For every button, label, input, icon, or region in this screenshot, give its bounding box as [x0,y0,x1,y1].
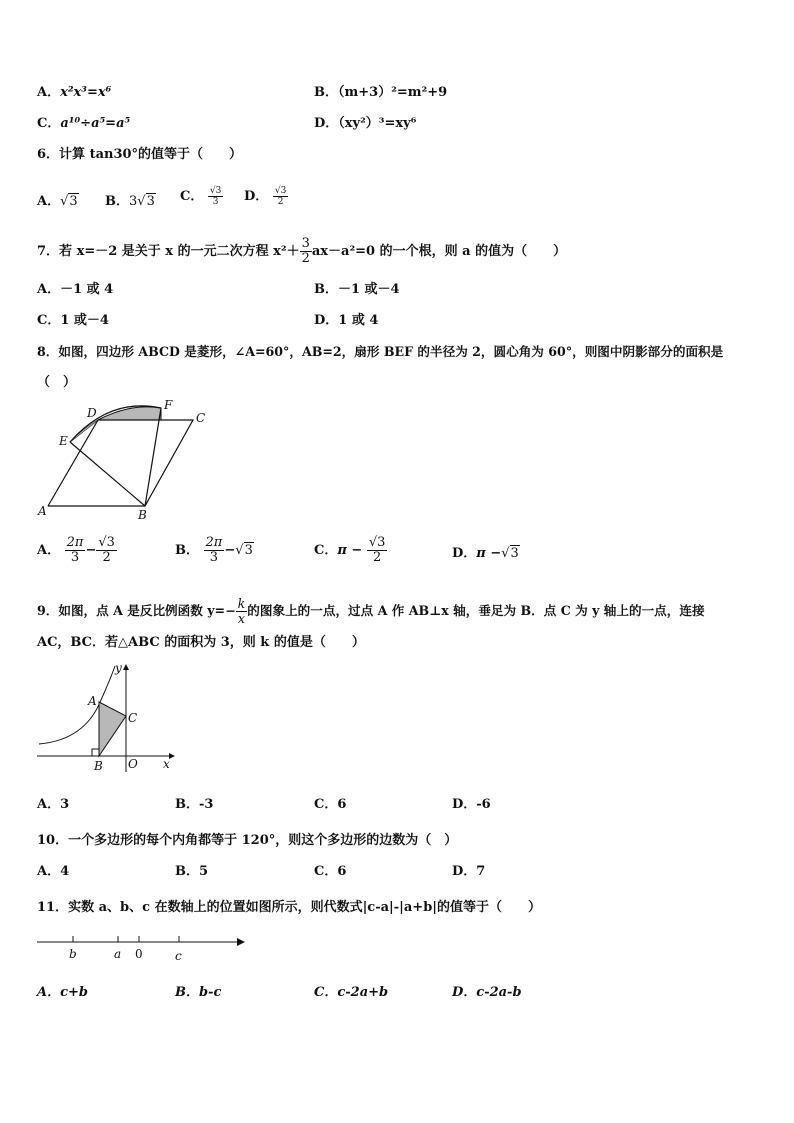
q11-label-b: b [69,947,77,961]
q7-stem: 7．若 x=－2 是关于 x 的一元二次方程 x²＋ $\frac{3}{2}$ ax－a²=0 的一个根，则 a 的值为（ ） [37,236,567,266]
q8-label-d: D [87,406,97,420]
q10-option-d: D．7 [452,864,486,879]
q8-option-d: D．π −√3 [452,546,519,561]
q11-option-c: C．c-2a+b [314,985,389,1000]
q11-label-a: a [114,947,122,961]
q8-stem-line2: （ ） [37,375,77,390]
q11-option-d: D．c-2a-b [452,985,522,1000]
q11-label-c: c [175,949,182,963]
q9-label-x: x [163,757,170,771]
q9-triangle-abc [99,702,126,756]
q8-label-e: E [59,434,68,448]
q8-label-a: A [38,504,47,518]
q11-stem: 11．实数 a、b、c 在数轴上的位置如图所示，则代数式|c-a|-|a+b|的值等于（ ） [37,900,542,915]
q8-radius-be [70,442,145,506]
q9-option-c: C．6 [314,797,347,812]
q6-option-c: C． $\frac{√3}{3}$ [180,186,222,207]
q10-option-b: B．5 [175,864,209,879]
q8-label-f: F [164,398,173,412]
q7-option-d: D．1 或 4 [314,313,379,328]
q8-option-b: B． $\frac{2\pi}{3}$ −√3 [175,535,253,565]
q9-option-b: B．-3 [175,797,214,812]
q11-number-line [35,932,250,964]
q9-label-o: O [128,757,138,771]
q10-option-a: A．4 [37,864,70,879]
q8-rhombus-figure [30,395,210,525]
q6-option-a: A．√3 [37,194,78,209]
q6-option-d: D． $\frac{√3}{2}$ [244,186,287,207]
q8-label-b: B [138,508,147,522]
q8-option-c: C．π − $\frac{√3}{2}$ [314,535,386,565]
q9-option-d: D．-6 [452,797,491,812]
q8-stem-line1: 8．如图，四边形 ABCD 是菱形，∠A=60°，AB=2，扇形 BEF 的半径为 2，圆心角为 60°，则图中阴影部分的面积是 [37,344,724,359]
q8-rhombus [48,420,193,506]
q5-option-d: D．（xy²）³=xy⁶ [314,116,417,131]
q9-hyperbola-figure [35,660,185,775]
q9-stem-line2: AC，BC．若△ABC 的面积为 3，则 k 的值是（ ） [37,635,365,650]
q9-label-c: C [128,711,138,725]
q5-option-b: B．（m+3）²=m²+9 [314,85,448,100]
q8-label-c: C [196,411,206,425]
q5-option-a: A．x²x³=x⁶ [37,85,112,100]
q9-option-a: A．3 [37,797,70,812]
q7-option-b: B．－1 或－4 [314,282,400,297]
q11-option-a: A．c+b [37,985,88,1000]
q11-label-zero: 0 [135,947,143,961]
q10-option-c: C．6 [314,864,347,879]
q6-stem: 6．计算 tan30°的值等于（ ） [37,147,243,162]
q8-option-a: A． $\frac{2\pi}{3}$ − $\frac{√3}{2}$ [37,535,115,565]
q5-option-c: C．a¹⁰÷a⁵=a⁵ [37,116,131,131]
q9-label-b: B [94,759,103,773]
q7-option-a: A．－1 或 4 [37,282,114,297]
q9-stem-line1: 9．如图，点 A 是反比例函数 y=− $\frac{k}{x}$ 的图象上的一点，过点 A 作 AB⊥x 轴，垂足为 B．点 C 为 y 轴上的一点，连接 [37,596,705,626]
q10-stem: 10．一个多边形的每个内角都等于 120°，则这个多边形的边数为（ ） [37,833,458,848]
q9-label-y: y [115,661,122,675]
q11-option-b: B．b-c [175,985,222,1000]
q7-option-c: C．1 或－4 [37,313,109,328]
q6-option-b: B．3√3 [105,194,155,209]
q9-label-a: A [88,694,97,708]
